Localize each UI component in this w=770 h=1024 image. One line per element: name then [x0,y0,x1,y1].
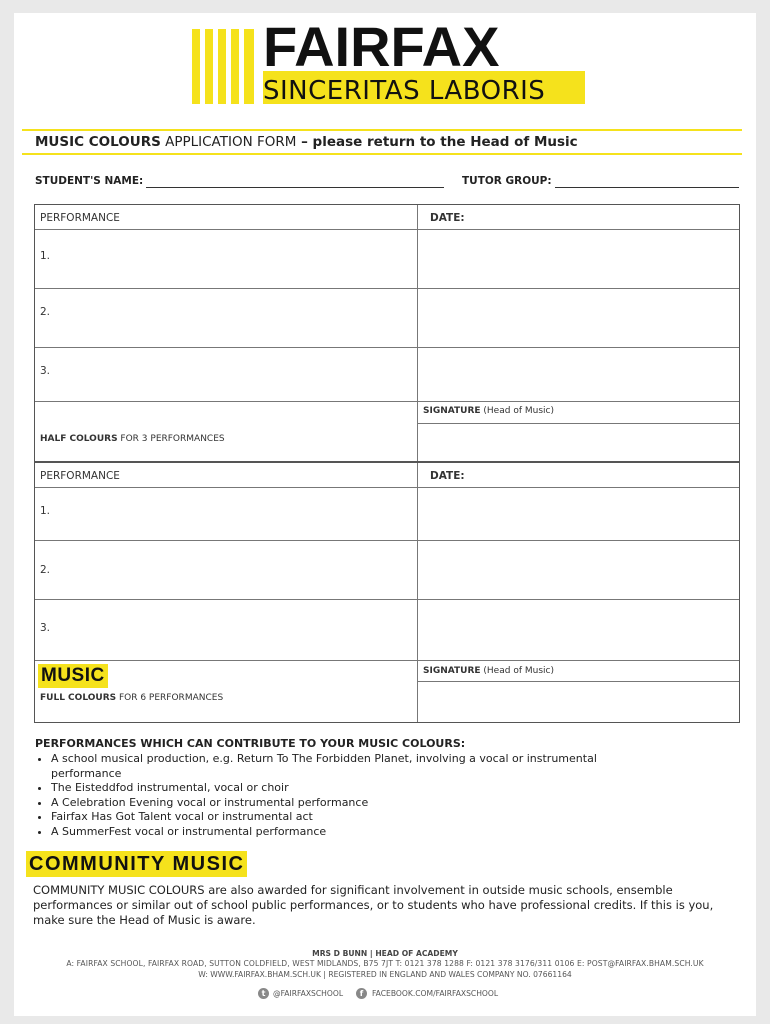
music-badge: MUSIC [38,664,108,688]
half-colours-label: HALF COLOURS FOR 3 PERFORMANCES [40,434,225,444]
logo-name: FAIRFAX [263,15,500,78]
document-page [14,13,756,1016]
full-row-1-label: 1. [40,505,51,517]
footer-address: A: FAIRFAX SCHOOL, FAIRFAX ROAD, SUTTON COLDFIELD, WEST MIDLANDS, B75 7JT T: 0121 378 1288 F: 0121 378 3176/311 0106 E: POST@FAIRFAX.BHAM.SCH.UK [66,959,704,968]
form-title: MUSIC COLOURS APPLICATION FORM – please return to the Head of Music [35,134,578,150]
half-colours-table [34,204,740,462]
student-name-label: STUDENT'S NAME: [35,175,144,187]
list-item: • The Eisteddfod instrumental, vocal or choir [51,781,611,796]
half-date-header: DATE: [430,212,465,224]
full-colours-label: FULL COLOURS FOR 6 PERFORMANCES [40,693,224,703]
list-item: • A school musical production, e.g. Return To The Forbidden Planet, involving a vocal or instrumental performance [51,752,611,781]
full-date-header: DATE: [430,470,465,482]
facebook-icon: f [356,988,367,999]
logo-stripes [192,29,256,104]
student-name-field[interactable] [146,187,444,188]
list-item: • Fairfax Has Got Talent vocal or instrumental act [51,810,611,825]
full-row-2-label: 2. [40,564,51,576]
title-rule-top [22,129,742,131]
logo-motto: SINCERITAS LABORIS [263,76,546,106]
full-row-3-label: 3. [40,622,51,634]
half-performance-header: PERFORMANCE [40,212,120,224]
community-music-badge: COMMUNITY MUSIC [26,851,247,877]
title-rule-bottom [22,153,742,155]
tutor-group-field[interactable] [555,187,739,188]
tutor-group-label: TUTOR GROUP: [462,175,552,187]
footer-head: MRS D BUNN | HEAD OF ACADEMY [312,949,458,958]
half-signature-label: SIGNATURE (Head of Music) [423,406,554,416]
list-item: • A SummerFest vocal or instrumental performance [51,825,611,840]
twitter-icon: t [258,988,269,999]
performances-heading: PERFORMANCES WHICH CAN CONTRIBUTE TO YOUR MUSIC COLOURS: [35,737,466,750]
performances-list [35,752,611,840]
half-row-2-label: 2. [40,306,51,318]
half-row-3-label: 3. [40,365,51,377]
full-performance-header: PERFORMANCE [40,470,120,482]
full-signature-label: SIGNATURE (Head of Music) [423,666,554,676]
full-colours-table [34,462,740,723]
half-row-1-label: 1. [40,250,51,262]
twitter-handle[interactable]: @FAIRFAXSCHOOL [273,989,344,998]
footer-website: W: WWW.FAIRFAX.BHAM.SCH.UK | REGISTERED IN ENGLAND AND WALES COMPANY NO. 07661164 [198,970,572,979]
community-music-text: COMMUNITY MUSIC COLOURS are also awarded for significant involvement in outside music schools, ensemble performances or similar out of school public performances, or to students who have professional credits. If this is you, make sure the Head of Music is aware. [33,883,714,927]
facebook-link[interactable]: FACEBOOK.COM/FAIRFAXSCHOOL [372,989,499,998]
list-item: • A Celebration Evening vocal or instrumental performance [51,796,611,811]
